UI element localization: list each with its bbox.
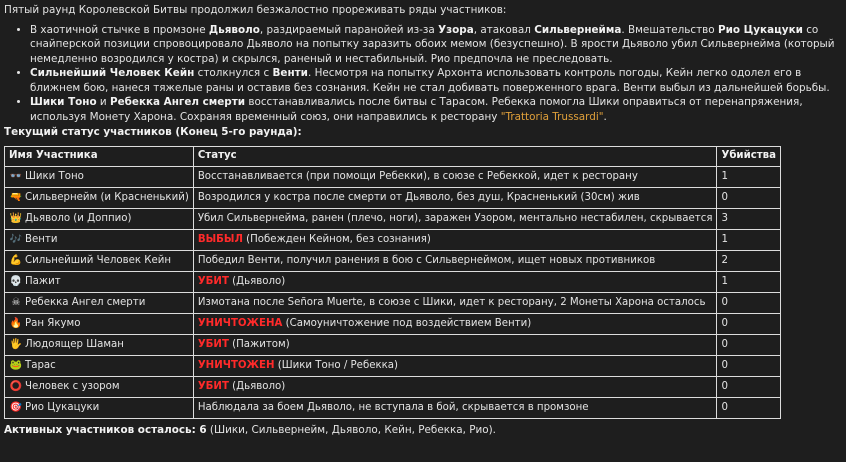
- text: столкнулся с: [194, 67, 273, 80]
- frog-icon: 🐸: [9, 359, 23, 371]
- cell-status: [193, 251, 717, 272]
- fire-icon: 🔥: [9, 317, 23, 329]
- bold-name: Венти: [272, 67, 308, 80]
- status-text: Наблюдала за боем Дьяволо, не вступала в бой, скрывается в промзоне: [197, 401, 589, 413]
- status-tag: УНИЧТОЖЕНА: [197, 317, 283, 329]
- footer-label: Активных участников осталось: 6: [4, 424, 207, 437]
- restaurant-link[interactable]: "Trattoria Trussardi": [500, 110, 604, 123]
- text: В хаотичной стычке в промзоне: [30, 23, 209, 36]
- cell-status: [193, 377, 717, 398]
- text: и: [96, 96, 110, 109]
- status-text: (Пажитом): [228, 338, 290, 350]
- table-row: [5, 377, 781, 398]
- cell-status: [193, 272, 717, 293]
- status-text: Убил Сильвернейма, ранен (плечо, ноги), заражен Узором, ментально нестабилен, скрывается: [197, 212, 713, 224]
- footer-rest: (Шики, Сильвернейм, Дьяволо, Кейн, Ребекка, Рио).: [206, 424, 496, 437]
- cell-name: [5, 314, 194, 335]
- cell-name: [5, 272, 194, 293]
- cell-kills: 0: [717, 188, 781, 209]
- header-name: Имя Участника: [5, 147, 194, 167]
- participant-name: Ребекка Ангел смерти: [25, 296, 146, 308]
- cell-kills: 0: [717, 377, 781, 398]
- skull-crossbones-icon: ☠: [11, 296, 21, 308]
- table-row: [5, 167, 781, 188]
- crown-icon: 👑: [9, 212, 23, 224]
- participants-table: [4, 146, 781, 419]
- cell-kills: 0: [717, 314, 781, 335]
- bold-name: Узора: [438, 23, 474, 36]
- cell-kills: 1: [717, 167, 781, 188]
- table-row: [5, 356, 781, 377]
- cell-name: [5, 356, 194, 377]
- status-text: (Дьяволо): [228, 380, 286, 392]
- status-text: Измотана после Señora Muerte, в союзе с Шики, идет к ресторану, 2 Монеты Харона осталось: [197, 296, 706, 308]
- music-icon: 🎶: [9, 233, 23, 245]
- table-row: [5, 293, 781, 314]
- cell-name: [5, 377, 194, 398]
- cell-name: [5, 209, 194, 230]
- text: восстанавливались после битвы с Тарасом. Ребекка помогла Шики оправиться от перенапряжения, используя Монету Харона. Сохраняя временный союз, они направились к ресторану: [30, 96, 803, 123]
- intro-text: Пятый раунд Королевской Битвы продолжил безжалостно прореживать ряды участников:: [4, 4, 507, 16]
- participant-name: Сильвернейм (и Красненький): [25, 191, 189, 203]
- gun-icon: 🔫: [9, 191, 23, 203]
- footer-text: [4, 423, 842, 438]
- target-icon: 🎯: [9, 401, 23, 413]
- status-tag: ВЫБЫЛ: [197, 233, 243, 245]
- cell-name: [5, 335, 194, 356]
- cell-status: [193, 335, 717, 356]
- cell-status: [193, 314, 717, 335]
- cell-status: [193, 167, 717, 188]
- status-text: (Побежден Кейном, без сознания): [242, 233, 431, 245]
- cell-kills: 0: [717, 356, 781, 377]
- text: со снайперской позиции спровоцировало Дьяволо на попытку заразить обоих мемом (безуспешно). В ярости Дьяволо убил Сильвернейма (который немедленно возродился у костра) и скрылся, раненый и нестабильный. Рио предпочла не преследовать.: [30, 23, 835, 65]
- participant-name: Шики Тоно: [25, 170, 84, 182]
- table-header-row: [5, 147, 781, 167]
- glasses-icon: 👓: [9, 170, 23, 182]
- cell-name: [5, 293, 194, 314]
- cell-kills: 3: [717, 209, 781, 230]
- cell-name: [5, 251, 194, 272]
- status-tag: УБИТ: [197, 338, 229, 350]
- participant-name: Сильнейший Человек Кейн: [25, 254, 172, 266]
- participant-name: Дьяволо (и Доппио): [25, 212, 132, 224]
- table-row: [5, 335, 781, 356]
- table-row: [5, 314, 781, 335]
- cell-status: [193, 293, 717, 314]
- text: . Вмешательство: [621, 23, 718, 36]
- participant-name: Венти: [25, 233, 58, 245]
- participant-name: Рио Цукацуки: [25, 401, 100, 413]
- cell-status: [193, 209, 717, 230]
- text: . Несмотря на попытку Архонта использовать контроль погоды, Кейн легко одолел его в ближнем бою, нанеся тяжелые раны и оставив без сознания. Кейн не стал добивать поверженного врага. Венти выбыл из дальнейшей борьбы.: [30, 67, 830, 94]
- cell-kills: 0: [717, 293, 781, 314]
- bold-name: Сильвернейма: [534, 23, 622, 36]
- cell-status: [193, 398, 717, 419]
- text: , раздираемый паранойей из-за: [259, 23, 439, 36]
- table-row: [5, 398, 781, 419]
- participant-name: Тарас: [25, 359, 56, 371]
- status-tag: УНИЧТОЖЕН: [197, 359, 275, 371]
- bold-name: Ребекка Ангел смерти: [109, 96, 246, 109]
- bold-name: Сильнейший Человек Кейн: [30, 67, 195, 80]
- cell-kills: 1: [717, 272, 781, 293]
- circle-icon: ⭕: [9, 380, 23, 392]
- cell-name: [5, 398, 194, 419]
- header-status: Статус: [193, 147, 717, 167]
- participant-name: Людоящер Шаман: [25, 338, 124, 350]
- cell-status: [193, 230, 717, 251]
- status-tag: УБИТ: [197, 380, 229, 392]
- status-tag: УБИТ: [197, 275, 229, 287]
- table-row: [5, 188, 781, 209]
- event-list: [4, 23, 842, 125]
- bold-name: Рио Цукацуки: [717, 23, 803, 36]
- status-text: (Шики Тоно / Ребекка): [274, 359, 399, 371]
- skull-icon: 💀: [9, 275, 23, 287]
- bold-name: Шики Тоно: [30, 96, 97, 109]
- cell-kills: 2: [717, 251, 781, 272]
- text: .: [603, 110, 607, 123]
- cell-kills: 0: [717, 398, 781, 419]
- status-text: Победил Венти, получил ранения в бою с Сильвернеймом, ищет новых противников: [197, 254, 656, 266]
- event-item-kane: [30, 66, 842, 95]
- participant-name: Человек с узором: [25, 380, 120, 392]
- table-row: [5, 230, 781, 251]
- participant-name: Ран Якумо: [25, 317, 81, 329]
- cell-kills: 0: [717, 335, 781, 356]
- header-kills: Убийства: [717, 147, 781, 167]
- cell-name: [5, 188, 194, 209]
- hand-icon: 🖐: [9, 338, 23, 350]
- event-item-diavolo: [30, 23, 842, 67]
- status-text: Возродился у костра после смерти от Дьяволо, без душ, Красненький (30см) жив: [197, 191, 640, 203]
- table-row: [5, 251, 781, 272]
- table-row: [5, 272, 781, 293]
- status-text: (Дьяволо): [228, 275, 286, 287]
- status-title: Текущий статус участников (Конец 5-го раунда):: [4, 125, 302, 138]
- status-text: Восстанавливается (при помощи Ребекки), в союзе с Ребеккой, идет к ресторану: [197, 170, 638, 182]
- participant-name: Пажит: [25, 275, 61, 287]
- muscle-icon: 💪: [9, 254, 23, 266]
- cell-name: [5, 230, 194, 251]
- status-text: (Самоуничтожение под воздействием Венти): [282, 317, 532, 329]
- cell-status: [193, 188, 717, 209]
- cell-status: [193, 356, 717, 377]
- cell-kills: 1: [717, 230, 781, 251]
- bold-name: Дьяволо: [208, 23, 260, 36]
- cell-name: [5, 167, 194, 188]
- table-row: [5, 209, 781, 230]
- text: , атаковал: [473, 23, 535, 36]
- event-item-shiki: [30, 95, 842, 124]
